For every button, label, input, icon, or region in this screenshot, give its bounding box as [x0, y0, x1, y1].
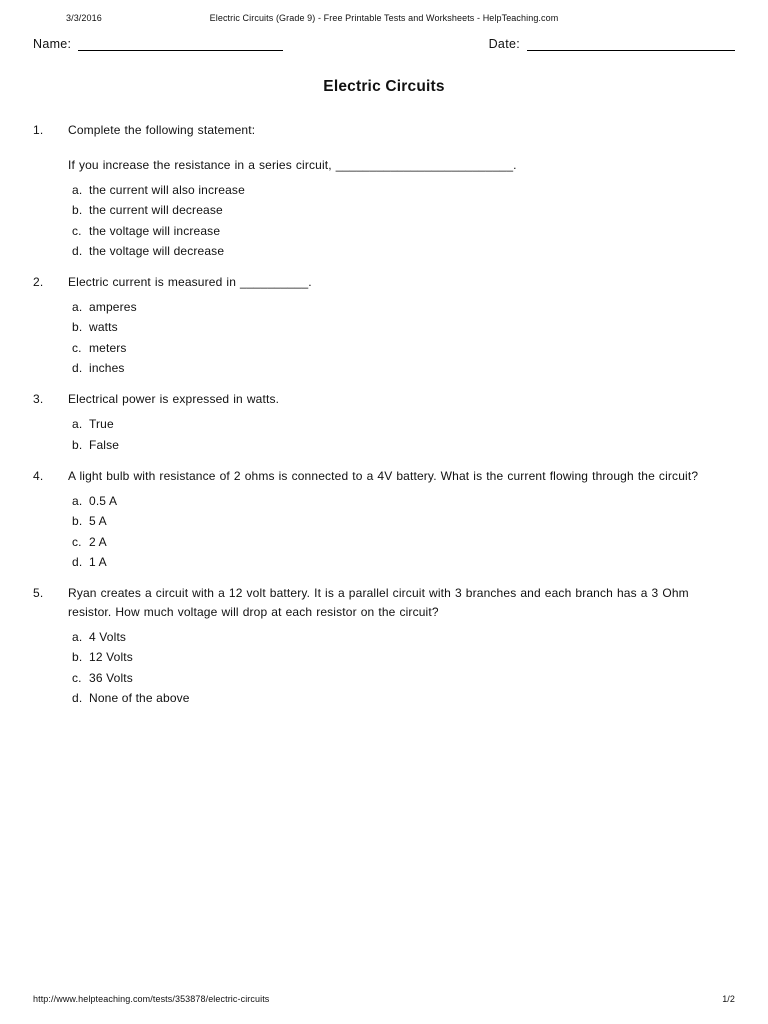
- date-blank-line: [527, 37, 735, 51]
- choice-letter: b.: [72, 203, 83, 218]
- choice-letter: c.: [72, 534, 82, 549]
- question-number: 1.: [33, 123, 44, 137]
- print-header: [33, 0, 735, 25]
- choice-letter: d.: [72, 243, 83, 258]
- answer-choice: [72, 221, 735, 241]
- question-stem: [68, 273, 735, 292]
- answer-choice: [72, 338, 735, 358]
- choice-text: amperes: [89, 300, 137, 315]
- print-footer: [33, 994, 735, 1004]
- date-label: Date:: [488, 37, 520, 51]
- question-number: 2.: [33, 275, 44, 290]
- name-label: Name:: [33, 37, 72, 51]
- choice-text: False: [89, 437, 120, 452]
- question-stem: [68, 584, 735, 622]
- choice-text: 36 Volts: [89, 670, 133, 685]
- answer-choice: [72, 358, 735, 378]
- choice-letter: d.: [72, 361, 83, 376]
- question: [33, 390, 735, 455]
- choice-letter: d.: [72, 691, 83, 706]
- choice-letter: a.: [72, 183, 83, 197]
- choice-text: 2 A: [89, 534, 107, 549]
- question-stem-line: Ryan creates a circuit with a 12 volt battery. It is a parallel circuit with 3 branches and each branch has a 3 Ohm resistor. How much voltage will drop at each resistor on the circuit?: [68, 586, 689, 620]
- question: [33, 584, 735, 708]
- choice-text: 4 Volts: [89, 630, 127, 645]
- choice-letter: a.: [72, 417, 83, 432]
- question-number: 4.: [33, 468, 44, 483]
- choice-letter: a.: [72, 493, 83, 508]
- answer-choice: [72, 297, 735, 317]
- choice-text: meters: [89, 340, 127, 355]
- choice-text: 0.5 A: [89, 493, 118, 508]
- answer-choices: [72, 297, 735, 378]
- choice-letter: c.: [72, 670, 82, 685]
- choice-text: the voltage will decrease: [89, 243, 225, 258]
- footer-page-indicator: 1/2: [722, 994, 735, 1004]
- print-date: 3/3/2016: [66, 13, 102, 23]
- name-field-group: [33, 37, 283, 51]
- print-header-title: Electric Circuits (Grade 9) - Free Printable Tests and Worksheets - HelpTeaching.com: [209, 13, 559, 23]
- question: [33, 121, 735, 261]
- choice-text: inches: [89, 361, 125, 376]
- question-stem-line: Electric current is measured in __________.: [68, 275, 312, 290]
- choice-letter: c.: [72, 340, 82, 355]
- choice-letter: d.: [72, 554, 83, 569]
- choice-text: 12 Volts: [89, 650, 133, 665]
- answer-choice: [72, 317, 735, 337]
- choice-text: the current will also increase: [89, 183, 245, 197]
- question-number: 3.: [33, 392, 44, 407]
- question-stem-line: A light bulb with resistance of 2 ohms is connected to a 4V battery. What is the current flowing through the circuit?: [68, 468, 699, 483]
- choice-letter: b.: [72, 650, 83, 665]
- question-stem-line: If you increase the resistance in a series circuit, __________________________.: [68, 158, 517, 172]
- answer-choice: [72, 491, 735, 511]
- name-blank-line: [78, 37, 283, 51]
- question-number: 5.: [33, 586, 44, 601]
- question: [33, 273, 735, 378]
- question-stem: [68, 121, 735, 175]
- answer-choice: [72, 688, 735, 708]
- question-stem: [68, 467, 735, 486]
- choice-text: the voltage will increase: [89, 223, 221, 238]
- choice-letter: a.: [72, 300, 83, 315]
- answer-choices: [72, 180, 735, 261]
- choice-text: watts: [89, 320, 118, 335]
- choice-text: True: [89, 417, 114, 432]
- footer-url: http://www.helpteaching.com/tests/353878/electric-circuits: [33, 994, 270, 1004]
- answer-choices: [72, 414, 735, 455]
- answer-choice: [72, 532, 735, 552]
- choice-letter: b.: [72, 514, 83, 529]
- answer-choice: [72, 414, 735, 434]
- choice-letter: b.: [72, 320, 83, 335]
- question-list: [33, 121, 735, 708]
- answer-choice: [72, 180, 735, 200]
- answer-choices: [72, 627, 735, 708]
- question-stem-line: Complete the following statement:: [68, 123, 256, 137]
- choice-text: 1 A: [89, 554, 107, 569]
- question-stem-line: Electrical power is expressed in watts.: [68, 392, 280, 407]
- answer-choice: [72, 552, 735, 572]
- answer-choice: [72, 627, 735, 647]
- choice-text: the current will decrease: [89, 203, 223, 218]
- worksheet-title: Electric Circuits: [323, 78, 445, 95]
- question: [33, 467, 735, 572]
- answer-choice: [72, 647, 735, 667]
- question-stem: [68, 390, 735, 409]
- choice-letter: a.: [72, 630, 83, 645]
- answer-choice: [72, 668, 735, 688]
- answer-choice: [72, 241, 735, 261]
- choice-letter: c.: [72, 223, 82, 238]
- answer-choice: [72, 511, 735, 531]
- name-date-row: [33, 37, 735, 51]
- answer-choice: [72, 200, 735, 220]
- choice-letter: b.: [72, 437, 83, 452]
- answer-choice: [72, 435, 735, 455]
- choice-text: None of the above: [89, 691, 190, 706]
- date-field-group: [489, 37, 735, 51]
- answer-choices: [72, 491, 735, 572]
- choice-text: 5 A: [89, 514, 107, 529]
